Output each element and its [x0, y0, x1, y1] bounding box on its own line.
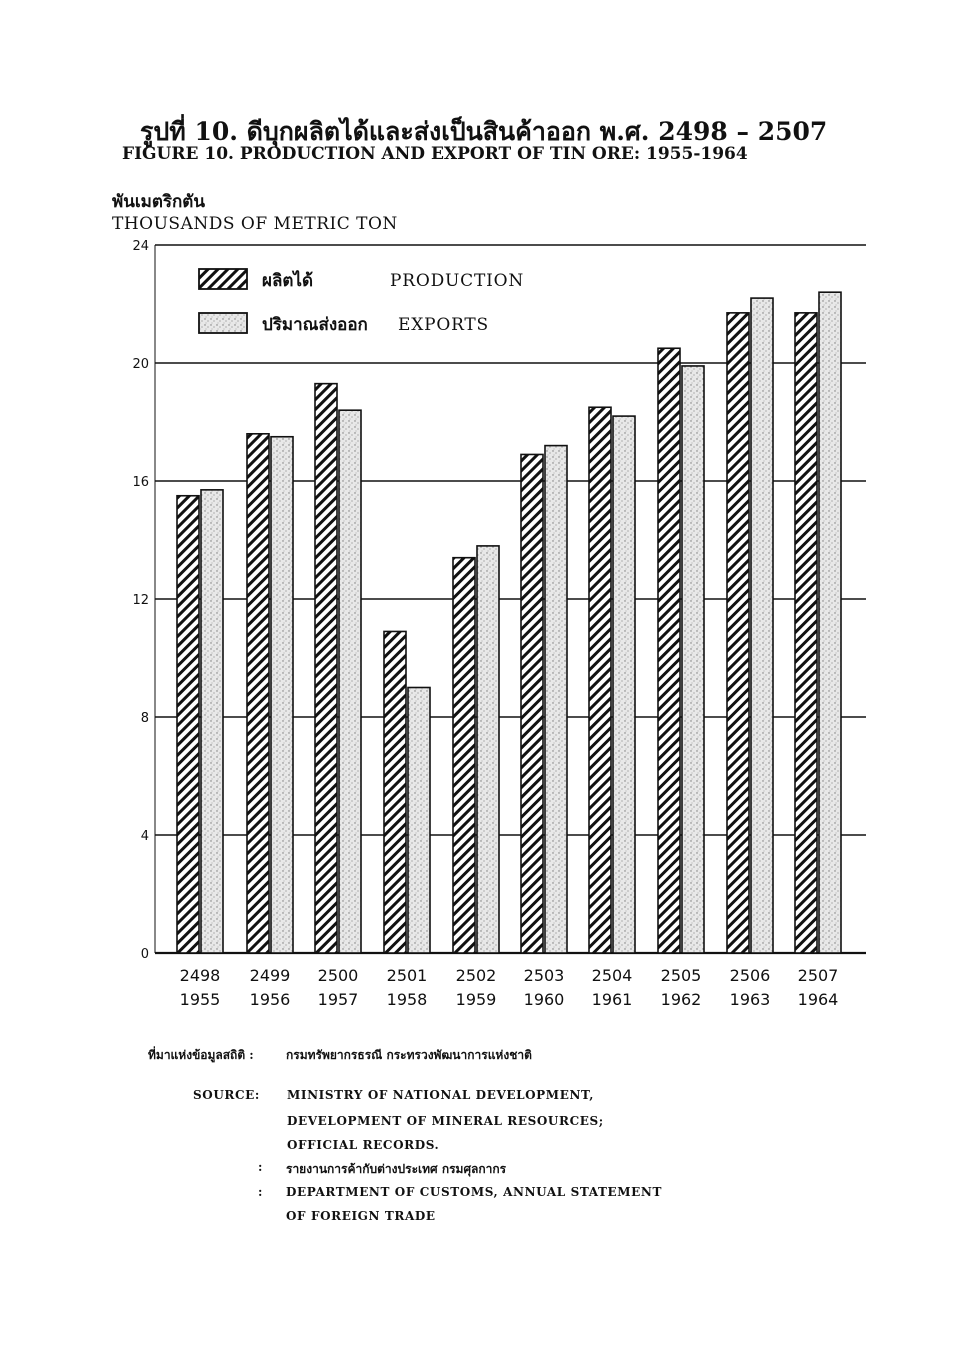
x-tick-label-ad: 1958 [386, 990, 428, 1009]
x-tick-label-be: 2500 [317, 966, 359, 985]
bar-exports-2506 [751, 298, 773, 953]
bar-production-2503 [521, 454, 543, 953]
x-tick-label-ad: 1962 [660, 990, 702, 1009]
bar-exports-2501 [408, 688, 430, 954]
bar-exports-2507 [819, 292, 841, 953]
source-line-5: OF FOREIGN TRADE [286, 1209, 436, 1223]
legend-swatch-1 [199, 313, 247, 333]
x-tick-label-be: 2503 [523, 966, 565, 985]
x-tick-label-ad: 1960 [523, 990, 565, 1009]
bar-production-2507 [795, 313, 817, 953]
legend-label-thai: ผลิตได้ [262, 271, 314, 291]
y-unit-thai: พันเมตริกตัน [112, 192, 205, 212]
bar-exports-2498 [201, 490, 223, 953]
y-tick-label: 4 [140, 829, 149, 844]
y-tick-label: 20 [132, 357, 149, 372]
bar-production-2499 [247, 434, 269, 953]
bar-exports-2500 [339, 410, 361, 953]
chart-title-english: FIGURE 10. PRODUCTION AND EXPORT OF TIN ORE: 1955-1964 [122, 144, 748, 164]
source-thai-line-2: รายงานการค้ากับต่างประเทศ กรมศุลกากร [286, 1162, 507, 1176]
y-tick-label: 16 [132, 475, 149, 490]
chart-title-thai: รูปที่ 10. ดีบุกผลิตได้และส่งเป็นสินค้าออก พ.ศ. 2498 – 2507 [140, 117, 828, 146]
legend-label-thai: ปริมาณส่งออก [262, 315, 368, 335]
bar-production-2498 [177, 496, 199, 953]
y-tick-label: 24 [132, 239, 149, 254]
x-tick-label-be: 2499 [249, 966, 291, 985]
x-tick-label-ad: 1964 [797, 990, 839, 1009]
legend-label: PRODUCTION [390, 271, 525, 291]
x-tick-label-ad: 1959 [455, 990, 497, 1009]
source-colon-1: : [258, 1160, 263, 1174]
x-tick-label-ad: 1957 [317, 990, 359, 1009]
x-tick-label-ad: 1955 [179, 990, 221, 1009]
legend [199, 269, 524, 335]
source-thai-text: กรมทรัพยากรธรณี กระทรวงพัฒนาการแห่งชาติ [286, 1048, 532, 1062]
source-thai-label: ที่มาแห่งข้อมูลสถิติ : [148, 1048, 254, 1062]
x-tick-label-be: 2506 [729, 966, 771, 985]
bar-production-2500 [315, 384, 337, 953]
y-tick-label: 12 [132, 593, 149, 608]
bar-production-2504 [589, 407, 611, 953]
source-line-4: DEPARTMENT OF CUSTOMS, ANNUAL STATEMENT [286, 1185, 662, 1199]
x-tick-label-be: 2501 [386, 966, 428, 985]
bar-exports-2505 [682, 366, 704, 953]
x-tick-label-be: 2498 [179, 966, 221, 985]
source-label: SOURCE: [193, 1088, 260, 1102]
bar-exports-2502 [477, 546, 499, 953]
y-unit-english: THOUSANDS OF METRIC TON [112, 214, 398, 234]
bar-exports-2503 [545, 446, 567, 953]
legend-label: EXPORTS [398, 315, 489, 335]
legend-swatch-0 [199, 269, 247, 289]
bar-exports-2499 [271, 437, 293, 953]
x-tick-label-ad: 1963 [729, 990, 771, 1009]
x-tick-label-be: 2504 [591, 966, 633, 985]
x-tick-label-ad: 1961 [591, 990, 633, 1009]
source-line-3: OFFICIAL RECORDS. [287, 1138, 440, 1152]
x-tick-label-be: 2502 [455, 966, 497, 985]
x-tick-label-ad: 1956 [249, 990, 291, 1009]
source-line-1: MINISTRY OF NATIONAL DEVELOPMENT, [287, 1088, 594, 1102]
x-tick-label-be: 2507 [797, 966, 839, 985]
source-line-2: DEVELOPMENT OF MINERAL RESOURCES; [287, 1114, 604, 1128]
bar-production-2501 [384, 631, 406, 953]
bar-production-2505 [658, 348, 680, 953]
bar-layer [177, 292, 841, 953]
y-tick-label: 8 [140, 711, 149, 726]
y-tick-label: 0 [140, 947, 149, 962]
x-tick-label-be: 2505 [660, 966, 702, 985]
bar-production-2502 [453, 558, 475, 953]
bar-exports-2504 [613, 416, 635, 953]
bar-production-2506 [727, 313, 749, 953]
source-colon-2: : [258, 1185, 264, 1199]
